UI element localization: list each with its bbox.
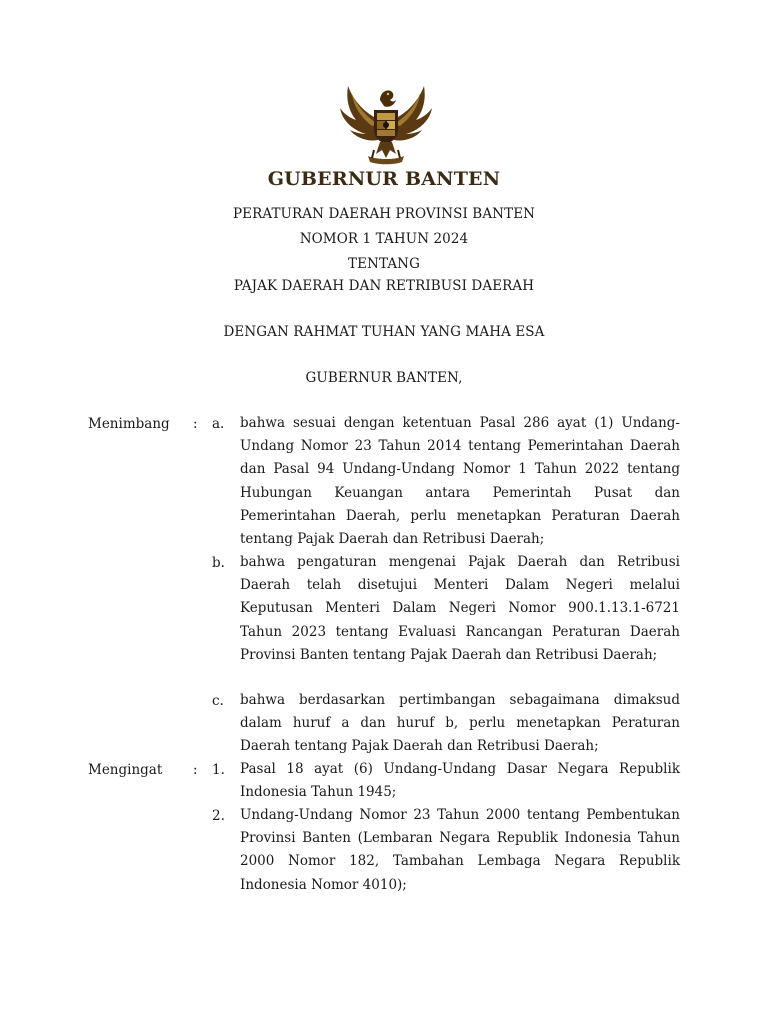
governor-heading: GUBERNUR BANTEN bbox=[267, 168, 501, 190]
section-colon: : bbox=[193, 416, 198, 432]
item-text: Pasal 18 ayat (6) Undang-Undang Dasar Negara Republik Indonesia Tahun 1945; bbox=[240, 761, 680, 801]
garuda-emblem-icon bbox=[336, 80, 436, 166]
section-label: Mengingat bbox=[88, 762, 163, 778]
regulation-subject: PAJAK DAERAH DAN RETRIBUSI DAERAH bbox=[233, 278, 535, 294]
item-marker: b. bbox=[212, 555, 225, 571]
governor-line: GUBERNUR BANTEN, bbox=[305, 370, 463, 386]
regulation-number: NOMOR 1 TAHUN 2024 bbox=[299, 231, 469, 247]
item-marker: 1. bbox=[212, 762, 225, 778]
section-label: Menimbang bbox=[88, 416, 170, 432]
regulation-about: TENTANG bbox=[348, 256, 420, 272]
item-text: bahwa berdasarkan pertimbangan sebagaimana dimaksud dalam huruf a dan huruf b, perlu menetapkan Peraturan Daerah tentang Pajak Daerah dan Retribusi Daerah; bbox=[240, 692, 680, 755]
item-marker: 2. bbox=[212, 808, 225, 824]
item-marker: a. bbox=[212, 416, 225, 432]
item-marker: c. bbox=[212, 693, 224, 709]
section-colon: : bbox=[193, 762, 198, 778]
item-text: Undang-Undang Nomor 23 Tahun 2000 tentang Pembentukan Provinsi Banten (Lembaran Negara Republik Indonesia Tahun 2000 Nomor 182, Tambahan Lembaga Negara Republik Indonesia Nomor 4010); bbox=[240, 807, 680, 893]
blessing-line: DENGAN RAHMAT TUHAN YANG MAHA ESA bbox=[223, 324, 545, 340]
item-text: bahwa pengaturan mengenai Pajak Daerah dan Retribusi Daerah telah disetujui Menteri Dalam Negeri melalui Keputusan Menteri Dalam Negeri Nomor 900.1.13.1-6721 Tahun 2023 tentang Evaluasi Rancangan Peraturan Daerah Provinsi Banten tentang Pajak Daerah dan Retribusi Daerah; bbox=[240, 554, 680, 663]
item-text: bahwa sesuai dengan ketentuan Pasal 286 ayat (1) Undang-Undang Nomor 23 Tahun 2014 tentang Pemerintahan Daerah dan Pasal 94 Undang-Undang Nomor 1 Tahun 2022 tentang Hubungan Keuangan antara Pemerintah Pusat dan Pemerintahan Daerah, perlu menetapkan Peraturan Daerah tentang Pajak Daerah dan Retribusi Daerah; bbox=[240, 415, 680, 548]
regulation-title: PERATURAN DAERAH PROVINSI BANTEN bbox=[232, 206, 536, 222]
